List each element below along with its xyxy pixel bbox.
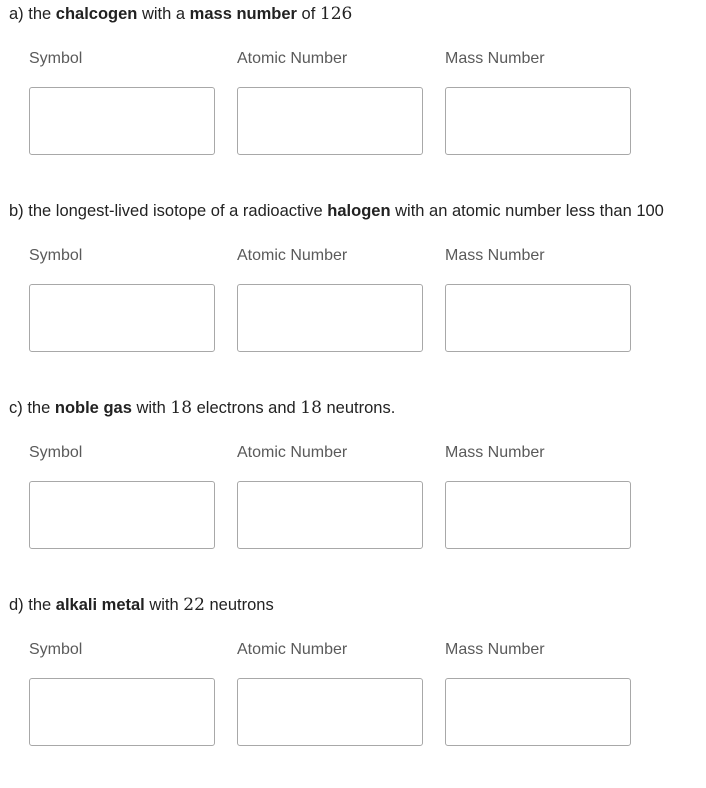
mass-number-input[interactable] bbox=[445, 678, 631, 746]
prompt-text: of bbox=[296, 5, 320, 23]
mass-number-input[interactable] bbox=[445, 284, 631, 352]
mass-number-input[interactable] bbox=[445, 87, 631, 155]
prompt-text: b) the longest-lived isotope of a radioactive bbox=[9, 202, 328, 220]
prompt-text: a) the bbox=[9, 5, 56, 23]
symbol-input[interactable] bbox=[29, 678, 215, 746]
question-d bbox=[0, 591, 706, 788]
prompt-number: 126 bbox=[319, 4, 353, 24]
prompt-keyword: halogen bbox=[327, 202, 391, 220]
prompt-keyword: noble gas bbox=[54, 399, 132, 417]
mass-number-input[interactable] bbox=[445, 481, 631, 549]
question-b bbox=[0, 197, 706, 394]
atomic-number-label: Atomic Number bbox=[237, 444, 348, 461]
question-c bbox=[0, 394, 706, 591]
atomic-number-input[interactable] bbox=[237, 678, 423, 746]
symbol-label: Symbol bbox=[29, 50, 83, 67]
symbol-label: Symbol bbox=[29, 444, 83, 461]
prompt-text: with an atomic number less than 100 bbox=[390, 202, 664, 220]
mass-number-label: Mass Number bbox=[445, 247, 545, 264]
prompt-text: with bbox=[144, 596, 184, 614]
atomic-number-label: Atomic Number bbox=[237, 641, 348, 658]
symbol-input[interactable] bbox=[29, 284, 215, 352]
symbol-label: Symbol bbox=[29, 641, 83, 658]
prompt-keyword: alkali metal bbox=[55, 596, 145, 614]
question-a-prompt bbox=[9, 2, 352, 26]
symbol-label: Symbol bbox=[29, 247, 83, 264]
prompt-text: with bbox=[131, 399, 171, 417]
atomic-number-label: Atomic Number bbox=[237, 247, 348, 264]
symbol-input[interactable] bbox=[29, 87, 215, 155]
mass-number-label: Mass Number bbox=[445, 444, 545, 461]
question-b-prompt bbox=[9, 199, 664, 223]
prompt-number: 22 bbox=[183, 595, 205, 615]
question-c-prompt bbox=[9, 396, 395, 420]
prompt-text: neutrons bbox=[204, 596, 274, 614]
symbol-input[interactable] bbox=[29, 481, 215, 549]
prompt-number: 18 bbox=[300, 398, 322, 418]
mass-number-label: Mass Number bbox=[445, 50, 545, 67]
prompt-text: with a bbox=[137, 5, 190, 23]
atomic-number-input[interactable] bbox=[237, 284, 423, 352]
atomic-number-input[interactable] bbox=[237, 87, 423, 155]
prompt-text: electrons and bbox=[192, 399, 301, 417]
atomic-number-input[interactable] bbox=[237, 481, 423, 549]
atomic-number-label: Atomic Number bbox=[237, 50, 348, 67]
question-a bbox=[0, 0, 706, 197]
prompt-keyword: chalcogen bbox=[55, 5, 138, 23]
prompt-text: neutrons. bbox=[321, 399, 396, 417]
prompt-keyword: mass number bbox=[189, 5, 297, 23]
prompt-number: 18 bbox=[170, 398, 193, 418]
prompt-text: d) the bbox=[9, 596, 56, 614]
prompt-text: c) the bbox=[9, 399, 55, 417]
question-d-prompt bbox=[9, 593, 274, 617]
mass-number-label: Mass Number bbox=[445, 641, 545, 658]
